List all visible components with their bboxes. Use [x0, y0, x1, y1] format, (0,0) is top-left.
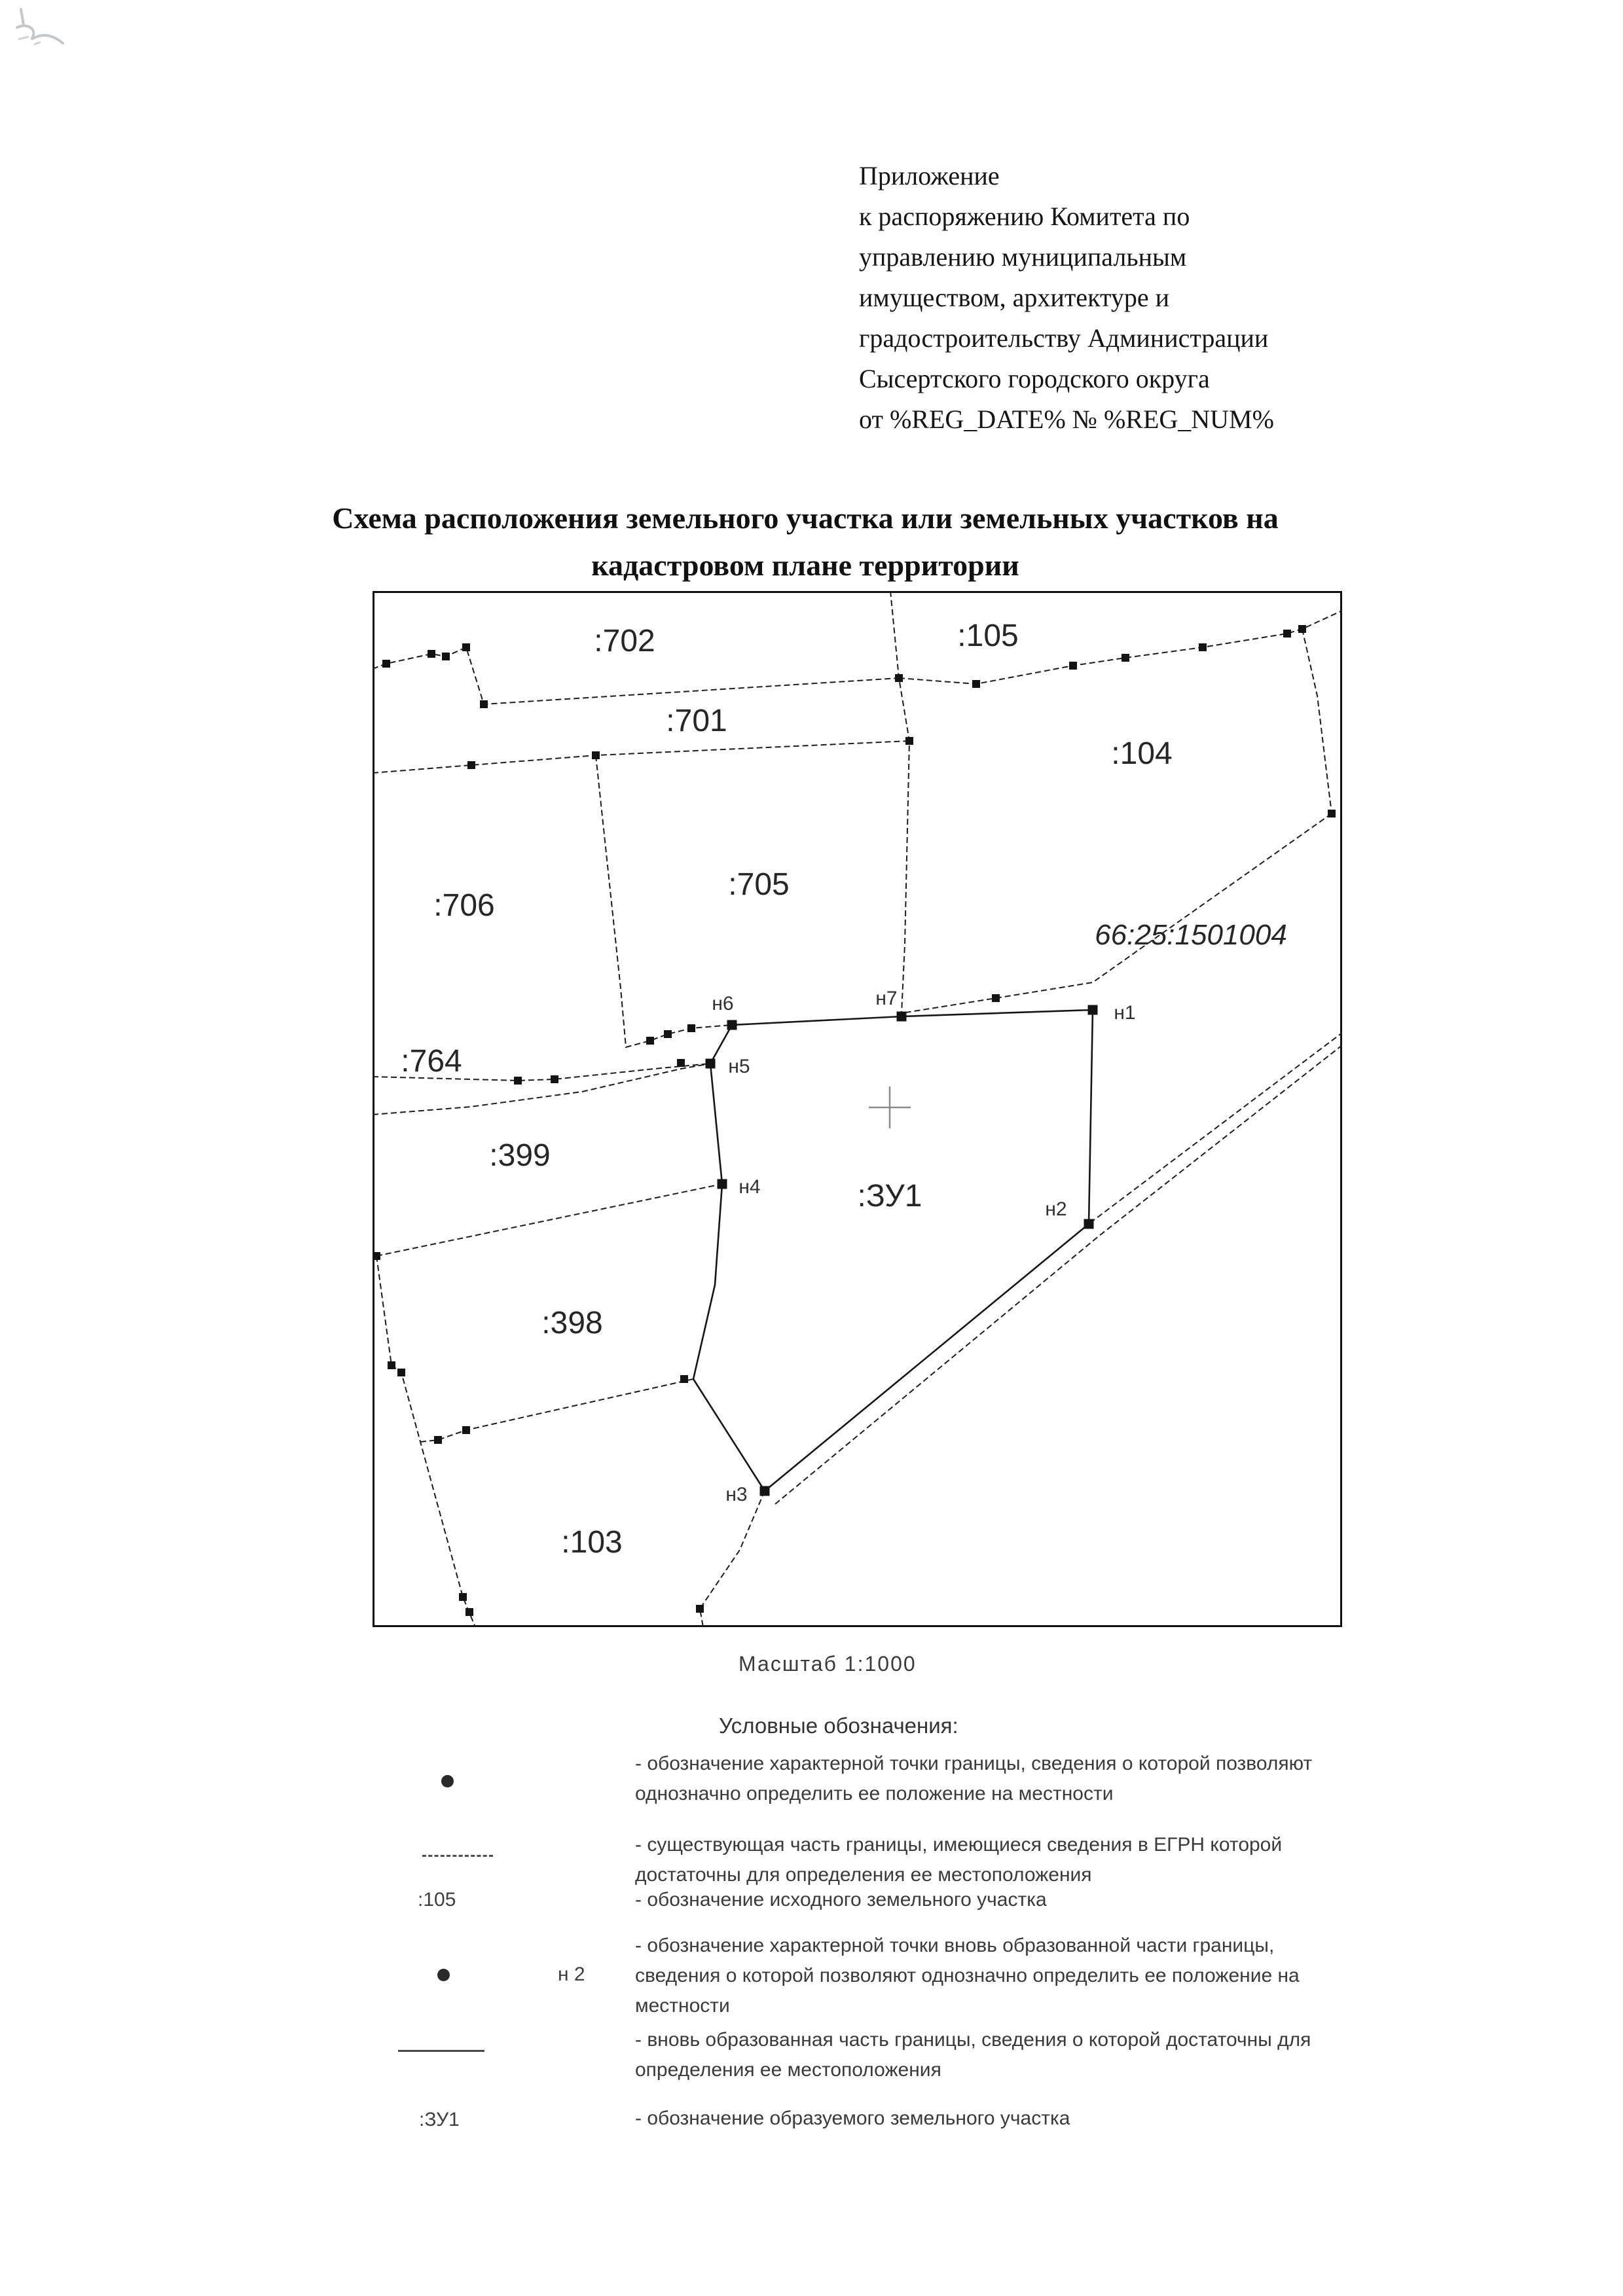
road-edge-line — [775, 1045, 1342, 1504]
legend-item-text — [635, 2104, 1375, 2134]
legend-text-line: - вновь образованная часть границы, сведения о которой достаточны для — [635, 2029, 1311, 2051]
existing-boundary-line — [1302, 629, 1332, 814]
point-label-n6: н6 — [712, 993, 734, 1014]
legend-item-text — [635, 1931, 1375, 2021]
legend-symbol-new-boundary-point-dot — [437, 1969, 450, 1981]
legend-text-line: - существующая часть границы, имеющиеся сведения в ЕГРН которой — [635, 1834, 1283, 1856]
legend-text-line: однозначно определить ее положение на местности — [635, 1783, 1114, 1804]
parcel-label-zu1: :ЗУ1 — [857, 1179, 922, 1213]
parcel-label-105: :105 — [957, 619, 1019, 653]
parcel-label-399: :399 — [489, 1138, 551, 1173]
legend-text-line: достаточны для определения ее местоположения — [635, 1864, 1092, 1886]
point-label-n1: н1 — [1114, 1002, 1136, 1024]
parcel-label-398: :398 — [541, 1306, 603, 1340]
existing-boundary-line — [902, 814, 1332, 1013]
existing-boundary-line — [700, 1491, 765, 1627]
header-line: Сысертского городского округа — [859, 364, 1210, 393]
legend-symbol-existing-boundary-line — [422, 1855, 493, 1857]
legend-symbol-source-parcel: :105 — [418, 1889, 456, 1910]
header-line: от %REG_DATE% № %REG_NUM% — [859, 404, 1274, 434]
legend-text-line: местности — [635, 1995, 730, 2017]
scan-artifact-scribble — [12, 5, 90, 77]
legend-symbol-formed-parcel: :ЗУ1 — [419, 2109, 460, 2130]
legend-item-text — [635, 1885, 1375, 1915]
parcel-label-706: :706 — [433, 888, 495, 923]
new-boundary-line — [693, 1010, 1093, 1491]
new-boundary-point-dots — [706, 1005, 1098, 1496]
legend-item-text — [635, 1749, 1375, 1809]
legend-text-line: - обозначение характерной точки границы, сведения о которой позволяют — [635, 1753, 1313, 1774]
legend-symbol-new-point-label: н 2 — [558, 1964, 585, 1985]
header-line: имуществом, архитектуре и — [859, 283, 1170, 312]
legend-symbol-boundary-point-dot — [441, 1775, 454, 1787]
appendix-header — [859, 156, 1553, 440]
parcel-label-104: :104 — [1111, 736, 1173, 771]
coordinate-cross-marker — [869, 1086, 911, 1128]
legend-text-line: - обозначение образуемого земельного участка — [635, 2108, 1070, 2129]
road-edge-line — [765, 1033, 1342, 1491]
quarter-number-label: 66:25:1501004 — [1095, 919, 1287, 951]
document-title-line-2: кадастровом плане территории — [591, 548, 1019, 582]
existing-boundary-line — [376, 1184, 722, 1256]
point-label-n2: н2 — [1045, 1198, 1067, 1220]
legend-item-text — [635, 2025, 1375, 2085]
parcel-label-103: :103 — [561, 1525, 623, 1560]
header-line: Приложение — [859, 161, 1000, 190]
existing-boundary-line — [373, 741, 909, 773]
point-label-n3: н3 — [725, 1484, 748, 1505]
point-label-n7: н7 — [875, 988, 898, 1009]
document-title — [164, 495, 1447, 589]
scale-label: Масштаб 1:1000 — [739, 1652, 917, 1676]
document-title-line-1: Схема расположения земельного участка или земельных участков на — [332, 501, 1279, 535]
boundary-point-dots — [373, 625, 1336, 1616]
cadastral-map — [373, 591, 1342, 1627]
legend-text-line: - обозначение характерной точки вновь образованной части границы, — [635, 1935, 1275, 1956]
legend-symbol-new-boundary-line — [398, 2050, 484, 2052]
map-border — [374, 592, 1341, 1626]
legend-header: Условные обозначения: — [719, 1713, 958, 1738]
header-line: к распоряжению Комитета по — [859, 202, 1190, 231]
point-label-n4: н4 — [739, 1176, 761, 1198]
parcel-label-705: :705 — [728, 867, 790, 902]
legend-item-text — [635, 1830, 1375, 1890]
existing-boundary-line — [420, 1379, 693, 1442]
parcel-label-702: :702 — [594, 624, 655, 658]
header-line: управлению муниципальным — [859, 242, 1187, 272]
legend-text-line: определения ее местоположения — [635, 2059, 941, 2081]
existing-boundary-line — [890, 591, 909, 1013]
parcel-label-764: :764 — [401, 1044, 462, 1079]
point-label-n5: н5 — [728, 1056, 750, 1077]
header-line: градостроительству Администрации — [859, 323, 1269, 353]
legend-text-line: сведения о которой позволяют однозначно определить ее положение на — [635, 1965, 1300, 1986]
legend-text-line: - обозначение исходного земельного участка — [635, 1889, 1047, 1910]
parcel-label-701: :701 — [666, 704, 727, 738]
